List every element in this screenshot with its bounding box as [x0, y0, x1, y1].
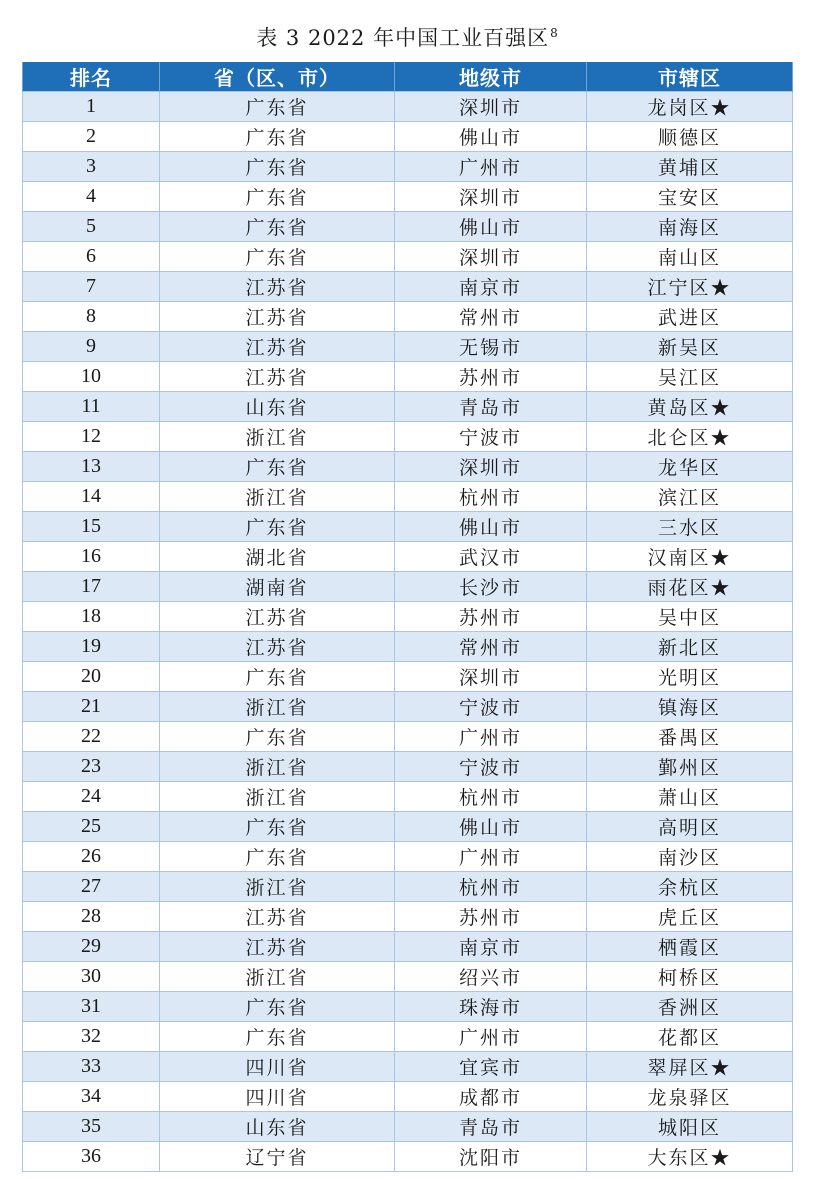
table-row [23, 1082, 793, 1112]
table-row [23, 932, 793, 962]
cell-district: 龙华区 [587, 452, 793, 482]
cell-district: 光明区 [587, 662, 793, 692]
cell-district: 香洲区 [587, 992, 793, 1022]
cell-rank: 34 [23, 1082, 160, 1112]
cell-rank: 28 [23, 902, 160, 932]
table-row [23, 632, 793, 662]
cell-city: 佛山市 [395, 512, 587, 542]
cell-rank: 12 [23, 422, 160, 452]
table-row [23, 92, 793, 122]
cell-district: 镇海区 [587, 692, 793, 722]
cell-city: 南京市 [395, 272, 587, 302]
table-row [23, 1112, 793, 1142]
table-row [23, 212, 793, 242]
table-row [23, 1022, 793, 1052]
cell-rank: 20 [23, 662, 160, 692]
cell-rank: 22 [23, 722, 160, 752]
table-row [23, 1052, 793, 1082]
cell-rank: 9 [23, 332, 160, 362]
table-row [23, 962, 793, 992]
table-row [23, 512, 793, 542]
cell-rank: 33 [23, 1052, 160, 1082]
header-district: 市辖区 [587, 62, 793, 92]
cell-district: 大东区★ [587, 1142, 793, 1172]
cell-district: 滨江区 [587, 482, 793, 512]
cell-district: 高明区 [587, 812, 793, 842]
cell-rank: 6 [23, 242, 160, 272]
table-row [23, 542, 793, 572]
cell-rank: 13 [23, 452, 160, 482]
cell-city: 沈阳市 [395, 1142, 587, 1172]
cell-province: 浙江省 [160, 782, 395, 812]
header-city: 地级市 [395, 62, 587, 92]
cell-rank: 36 [23, 1142, 160, 1172]
table-row [23, 392, 793, 422]
cell-rank: 24 [23, 782, 160, 812]
cell-province: 江苏省 [160, 932, 395, 962]
cell-province: 辽宁省 [160, 1142, 395, 1172]
table-row [23, 362, 793, 392]
cell-city: 佛山市 [395, 122, 587, 152]
cell-city: 常州市 [395, 632, 587, 662]
cell-city: 长沙市 [395, 572, 587, 602]
table-row [23, 602, 793, 632]
cell-city: 宜宾市 [395, 1052, 587, 1082]
cell-district: 北仑区★ [587, 422, 793, 452]
table-row [23, 902, 793, 932]
table-row [23, 182, 793, 212]
table-row [23, 452, 793, 482]
cell-district: 顺德区 [587, 122, 793, 152]
cell-district: 黄埔区 [587, 152, 793, 182]
table-row [23, 872, 793, 902]
cell-district: 栖霞区 [587, 932, 793, 962]
cell-rank: 14 [23, 482, 160, 512]
cell-province: 浙江省 [160, 872, 395, 902]
cell-city: 深圳市 [395, 662, 587, 692]
cell-rank: 32 [23, 1022, 160, 1052]
table-row [23, 842, 793, 872]
cell-rank: 30 [23, 962, 160, 992]
cell-city: 杭州市 [395, 482, 587, 512]
cell-rank: 1 [23, 92, 160, 122]
cell-rank: 27 [23, 872, 160, 902]
table-row [23, 332, 793, 362]
ranking-table [22, 62, 793, 1172]
cell-city: 苏州市 [395, 362, 587, 392]
cell-province: 四川省 [160, 1082, 395, 1112]
cell-province: 广东省 [160, 92, 395, 122]
cell-district: 雨花区★ [587, 572, 793, 602]
cell-district: 花都区 [587, 1022, 793, 1052]
cell-rank: 11 [23, 392, 160, 422]
cell-district: 龙泉驿区 [587, 1082, 793, 1112]
cell-city: 武汉市 [395, 542, 587, 572]
table-row [23, 722, 793, 752]
cell-city: 宁波市 [395, 422, 587, 452]
cell-district: 余杭区 [587, 872, 793, 902]
cell-district: 新北区 [587, 632, 793, 662]
cell-district: 番禺区 [587, 722, 793, 752]
cell-rank: 4 [23, 182, 160, 212]
cell-rank: 23 [23, 752, 160, 782]
cell-district: 龙岗区★ [587, 92, 793, 122]
cell-province: 江苏省 [160, 332, 395, 362]
cell-city: 杭州市 [395, 872, 587, 902]
table-row [23, 272, 793, 302]
header-rank: 排名 [23, 62, 160, 92]
table-row [23, 242, 793, 272]
table-row [23, 692, 793, 722]
cell-rank: 16 [23, 542, 160, 572]
cell-rank: 17 [23, 572, 160, 602]
cell-province: 湖南省 [160, 572, 395, 602]
cell-province: 江苏省 [160, 902, 395, 932]
cell-province: 浙江省 [160, 422, 395, 452]
cell-province: 广东省 [160, 212, 395, 242]
cell-rank: 29 [23, 932, 160, 962]
cell-city: 佛山市 [395, 812, 587, 842]
cell-district: 萧山区 [587, 782, 793, 812]
cell-province: 广东省 [160, 992, 395, 1022]
cell-district: 南沙区 [587, 842, 793, 872]
cell-rank: 26 [23, 842, 160, 872]
cell-city: 常州市 [395, 302, 587, 332]
cell-province: 广东省 [160, 812, 395, 842]
cell-district: 南山区 [587, 242, 793, 272]
table-row [23, 1142, 793, 1172]
cell-city: 广州市 [395, 152, 587, 182]
cell-province: 江苏省 [160, 602, 395, 632]
cell-province: 湖北省 [160, 542, 395, 572]
cell-district: 虎丘区 [587, 902, 793, 932]
cell-province: 浙江省 [160, 692, 395, 722]
cell-district: 南海区 [587, 212, 793, 242]
cell-city: 成都市 [395, 1082, 587, 1112]
cell-province: 广东省 [160, 512, 395, 542]
cell-province: 江苏省 [160, 362, 395, 392]
table-row [23, 752, 793, 782]
table-header [23, 62, 793, 92]
cell-city: 南京市 [395, 932, 587, 962]
cell-province: 广东省 [160, 842, 395, 872]
cell-city: 深圳市 [395, 182, 587, 212]
cell-district: 宝安区 [587, 182, 793, 212]
cell-rank: 21 [23, 692, 160, 722]
cell-province: 广东省 [160, 182, 395, 212]
cell-province: 山东省 [160, 1112, 395, 1142]
cell-rank: 31 [23, 992, 160, 1022]
table-row [23, 482, 793, 512]
table-row [23, 122, 793, 152]
cell-district: 鄞州区 [587, 752, 793, 782]
cell-province: 浙江省 [160, 962, 395, 992]
cell-city: 广州市 [395, 1022, 587, 1052]
cell-rank: 15 [23, 512, 160, 542]
cell-province: 广东省 [160, 452, 395, 482]
cell-district: 城阳区 [587, 1112, 793, 1142]
cell-rank: 3 [23, 152, 160, 182]
cell-province: 广东省 [160, 1022, 395, 1052]
cell-rank: 19 [23, 632, 160, 662]
cell-district: 三水区 [587, 512, 793, 542]
caption-text: 表 3 2022 年中国工业百强区 [256, 26, 550, 50]
cell-city: 杭州市 [395, 782, 587, 812]
cell-province: 山东省 [160, 392, 395, 422]
cell-province: 江苏省 [160, 632, 395, 662]
cell-city: 苏州市 [395, 902, 587, 932]
cell-district: 翠屏区★ [587, 1052, 793, 1082]
table-row [23, 782, 793, 812]
header-row [23, 62, 793, 92]
cell-province: 浙江省 [160, 482, 395, 512]
table-row [23, 662, 793, 692]
table-row [23, 812, 793, 842]
cell-city: 佛山市 [395, 212, 587, 242]
cell-province: 江苏省 [160, 272, 395, 302]
table-row [23, 302, 793, 332]
cell-rank: 18 [23, 602, 160, 632]
cell-province: 广东省 [160, 662, 395, 692]
cell-district: 黄岛区★ [587, 392, 793, 422]
footnote-marker: 8 [550, 26, 559, 40]
cell-city: 苏州市 [395, 602, 587, 632]
cell-city: 深圳市 [395, 92, 587, 122]
cell-city: 广州市 [395, 842, 587, 872]
cell-rank: 7 [23, 272, 160, 302]
cell-province: 广东省 [160, 242, 395, 272]
cell-district: 汉南区★ [587, 542, 793, 572]
table-row [23, 422, 793, 452]
cell-district: 江宁区★ [587, 272, 793, 302]
cell-city: 绍兴市 [395, 962, 587, 992]
table-body [23, 92, 793, 1172]
cell-city: 青岛市 [395, 1112, 587, 1142]
table-row [23, 992, 793, 1022]
cell-province: 江苏省 [160, 302, 395, 332]
table-caption [0, 22, 815, 52]
cell-province: 广东省 [160, 722, 395, 752]
cell-province: 广东省 [160, 152, 395, 182]
cell-rank: 2 [23, 122, 160, 152]
cell-district: 柯桥区 [587, 962, 793, 992]
cell-district: 武进区 [587, 302, 793, 332]
cell-city: 宁波市 [395, 752, 587, 782]
table-row [23, 572, 793, 602]
cell-rank: 25 [23, 812, 160, 842]
cell-district: 新吴区 [587, 332, 793, 362]
cell-city: 珠海市 [395, 992, 587, 1022]
cell-rank: 35 [23, 1112, 160, 1142]
table-row [23, 152, 793, 182]
cell-city: 深圳市 [395, 242, 587, 272]
cell-city: 宁波市 [395, 692, 587, 722]
cell-province: 广东省 [160, 122, 395, 152]
cell-province: 四川省 [160, 1052, 395, 1082]
cell-city: 深圳市 [395, 452, 587, 482]
cell-district: 吴中区 [587, 602, 793, 632]
cell-city: 广州市 [395, 722, 587, 752]
cell-city: 无锡市 [395, 332, 587, 362]
header-province: 省（区、市） [160, 62, 395, 92]
cell-rank: 5 [23, 212, 160, 242]
cell-rank: 10 [23, 362, 160, 392]
cell-rank: 8 [23, 302, 160, 332]
cell-city: 青岛市 [395, 392, 587, 422]
cell-district: 吴江区 [587, 362, 793, 392]
cell-province: 浙江省 [160, 752, 395, 782]
